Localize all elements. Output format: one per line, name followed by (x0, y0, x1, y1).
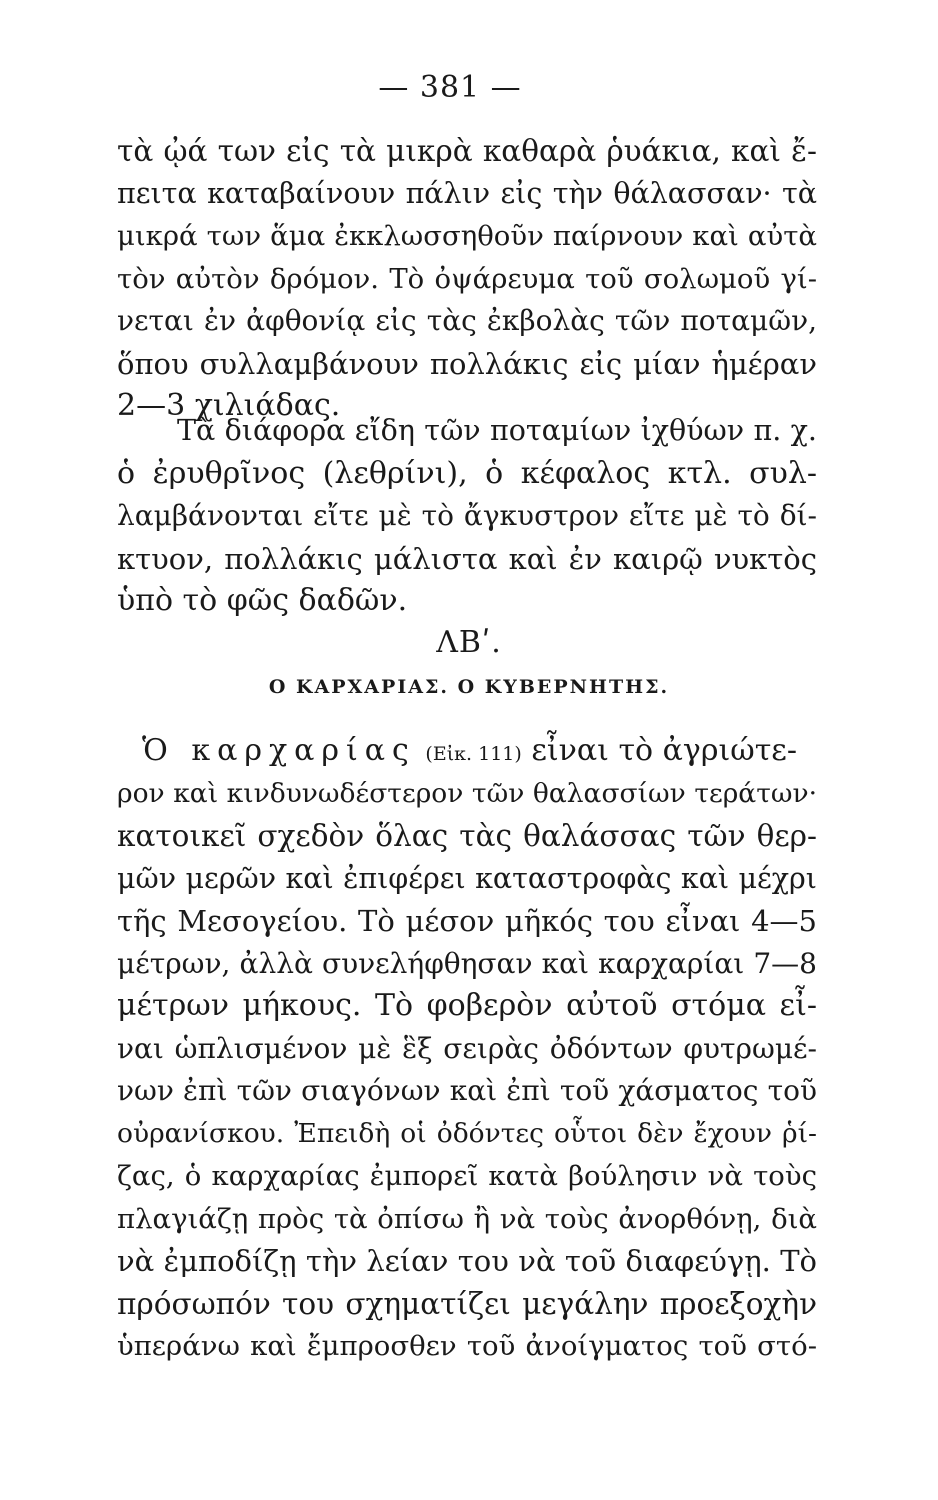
section-title: Ο ΚΑΡΧΑΡΙΑΣ. Ο ΚΥΒΕΡΝΗΤΗΣ. (268, 676, 670, 698)
text-line: Τὰ διάφορα εἴδη τῶν ποταμίων ἰχθύων π. χ. (177, 414, 817, 447)
paragraph-river-fish (117, 410, 817, 623)
text-line: λαμβάνονται εἴτε μὲ τὸ ἄγκυστρον εἴτε μὲ τὸ δί- (117, 499, 817, 532)
text-line: μέτρων μήκους. Τὸ φοβερὸν αὐτοῦ στόμα εἶ- (117, 988, 817, 1023)
text-line: ζας, ὁ καρχαρίας ἐμπορεῖ κατὰ βούλησιν νὰ τοὺς (117, 1160, 817, 1192)
text-line: νεται ἐν ἀφθονίᾳ εἰς τὰς ἐκβολὰς τῶν ποταμῶν, (117, 304, 817, 337)
section-number: ΛΒʹ. (436, 625, 502, 660)
text-line: 2—3 χιλιάδας. (117, 388, 341, 423)
text-line: ὁ ἐρυθρῖνος (λεθρίνι), ὁ κέφαλος κτλ. συλ- (117, 455, 817, 491)
text-line-first (117, 730, 817, 773)
text-line: νὰ ἐμποδίζῃ τὴν λείαν του νὰ τοῦ διαφεύγῃ. Τὸ (117, 1244, 817, 1278)
text-line: οὐρανίσκου. Ἐπειδὴ οἱ ὀδόντες οὗτοι δὲν ἔχουν ῥί- (117, 1117, 817, 1149)
text-line: πρόσωπόν του σχηματίζει μεγάλην προεξοχὴν (117, 1286, 817, 1321)
text-line: τῆς Μεσογείου. Τὸ μέσον μῆκός του εἶναι 4—5 (117, 904, 817, 938)
text-line: μῶν μερῶν καὶ ἐπιφέρει καταστροφὰς καὶ μέχρι (117, 861, 817, 895)
text-line: ρον καὶ κινδυνωδέστερον τῶν θαλασσίων τεράτων· (117, 777, 817, 809)
figure-reference: (Εἰκ. 111) (425, 743, 522, 765)
paragraph-shark (117, 730, 817, 1368)
text-line: ὑπὸ τὸ φῶς δαδῶν. (117, 583, 408, 618)
text-line: ναι ὡπλισμένον μὲ ἓξ σειρὰς ὀδόντων φυτρωμέ- (117, 1031, 817, 1065)
text-line: μικρά των ἅμα ἐκκλωσσηθοῦν παίρνουν καὶ αὐτὰ (117, 220, 817, 252)
text-line: μέτρων, ἀλλὰ συνελήφθησαν καὶ καρχαρίαι 7—8 (117, 946, 817, 980)
text-line: ὅπου συλλαμβάνουν πολλάκις εἰς μίαν ἡμέραν (117, 346, 817, 381)
text-line: τὸν αὐτὸν δρόμον. Τὸ ὀψάρευμα τοῦ σολωμοῦ γί- (117, 262, 817, 295)
paragraph-salmon (117, 130, 817, 428)
page-number: — 381 — (378, 70, 522, 105)
text-line: κατοικεῖ σχεδὸν ὅλας τὰς θαλάσσας τῶν θερ- (117, 819, 817, 853)
text-line: πλαγιάζῃ πρὸς τὰ ὀπίσω ἢ νὰ τοὺς ἀνορθόνῃ, διὰ (117, 1202, 817, 1235)
text-line: πειτα καταβαίνουν πάλιν εἰς τὴν θάλασσαν· τὰ (117, 176, 817, 210)
text-fragment: εἶναι τὸ ἀγριώτε- (531, 733, 797, 768)
text-line: νων ἐπὶ τῶν σιαγόνων καὶ ἐπὶ τοῦ χάσματος τοῦ (117, 1074, 817, 1107)
lead-word: Ὁ καρχαρίας (142, 733, 416, 768)
text-line: ὑπεράνω καὶ ἔμπροσθεν τοῦ ἀνοίγματος τοῦ στό- (117, 1330, 817, 1362)
text-line: κτυον, πολλάκις μάλιστα καὶ ἐν καιρῷ νυκτὸς (117, 541, 817, 576)
text-line: τὰ ᾠά των εἰς τὰ μικρὰ καθαρὰ ῥυάκια, καὶ ἔ- (117, 134, 817, 168)
